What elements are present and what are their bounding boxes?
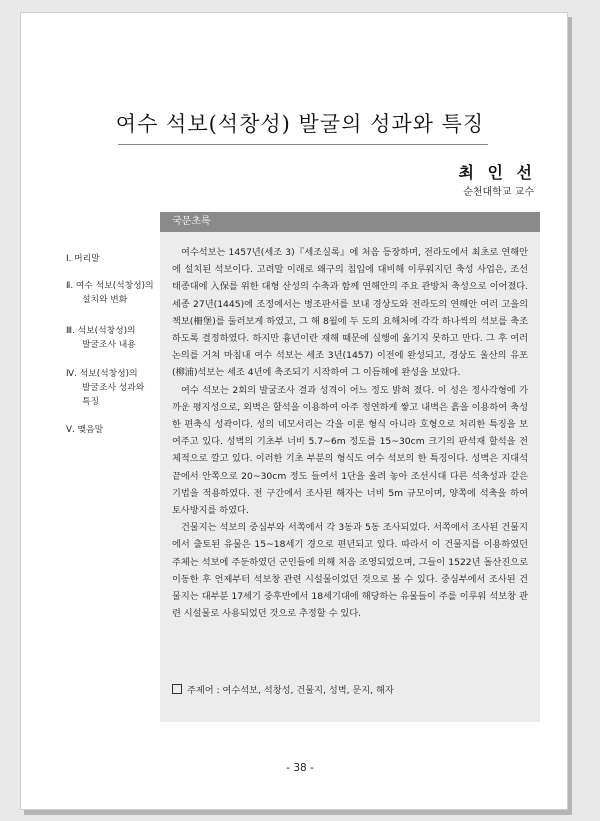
abstract-box bbox=[160, 212, 540, 722]
toc-item-label: 발굴조사 내용 bbox=[82, 340, 136, 350]
toc-item-4[interactable] bbox=[66, 367, 156, 409]
abstract-paragraph: 여수석보는 1457년(세조 3)『세조실록』에 처음 등장하며, 전라도에서 최초로 연해안에 설치된 석보이다. 고려말 이래로 왜구의 침입에 대비해 이루워지던 축성 사업은, 조선 태종대에 入保를 위한 대형 산성의 수축과 함께 연해안의 주요 관방처 축성으로 이어졌다. 세종 27년(1445)에 조정에서는 병조판서를 보내 경상도와 전라도의 연해안 여러 고을의 책보(柵堡)를 둘러보게 하였고, 그 해 8월에 두 도의 요해처에 각각 하나씩의 석보를 축조하도록 결정하였다. 하지만 흉년이란 재해 때문에 실행에 옮기지 못하고 만다. 그 후 여러 논의를 거쳐 마침내 여수 석보는 세조 3년(1457) 이전에 완성되고, 경상도 울산의 유포(柳浦)석보는 세조 4년에 축조되기 시작하여 그 이듬해에 완성을 보았다. bbox=[172, 247, 528, 379]
toc-item-5[interactable] bbox=[66, 423, 156, 437]
toc-item-label: 발굴조사 성과와 bbox=[82, 383, 145, 393]
toc-item-label: Ⅱ. 여수 석보(석창성)의 bbox=[66, 281, 154, 291]
abstract-paragraph: 여수 석보는 2회의 발굴조사 결과 성격이 어느 정도 밝혀 졌다. 이 성은 정사각형에 가까운 평지성으로, 외벽은 할석을 이용하여 아주 정연하게 쌓고 내벽은 흙을 이용하여 축성한 편축식 성곽이다. 성의 네모서리는 각을 이룬 형식 아니라 호형으로 처리한 특징을 보여주고 있다. 성벽의 기초부 너비 5.7~6m 정도를 15~30cm 크기의 판석재 할석을 전체적으로 깔고 있다. 이러한 기초 부분의 형식도 여수 석보의 한 특징이다. 성벽은 지대석 끝에서 안쪽으로 20~30cm 정도 들여서 1단을 올려 놓아 조선시대 다른 석축성과 같은 기법을 적용하였다. 전 구간에서 조사된 해자는 너비 5m 규모이며, 양쪽에 석축을 하여 토사방지를 하였다. bbox=[172, 384, 528, 517]
page-number: - 38 - bbox=[286, 762, 314, 774]
toc-item-3[interactable] bbox=[66, 324, 156, 352]
toc-item-2[interactable] bbox=[66, 279, 156, 307]
toc-item-label: Ⅳ. 석보(석창성)의 bbox=[66, 369, 138, 379]
author-name: 최 인 선 bbox=[458, 163, 536, 182]
table-of-contents bbox=[66, 252, 156, 450]
toc-item-label: Ⅴ. 맺음말 bbox=[66, 425, 104, 435]
page-title: 여수 석보(석창성) 발굴의 성과와 특징 bbox=[115, 112, 485, 136]
toc-item-label: Ⅲ. 석보(석창성)의 bbox=[66, 326, 136, 336]
toc-item-label: 설치와 변화 bbox=[82, 295, 128, 305]
toc-item-label: 특징 bbox=[82, 397, 99, 407]
toc-item-label: Ⅰ. 머리말 bbox=[66, 254, 100, 264]
keywords bbox=[172, 682, 394, 696]
checkbox-square-icon bbox=[172, 684, 182, 694]
abstract-paragraph: 건물지는 석보의 중심부와 서쪽에서 각 3동과 5동 조사되었다. 서쪽에서 조사된 건물지에서 출토된 유물은 15~18세기 경으로 편년되고 있다. 따라서 이 건물지를 이용하였던 주체는 석보에 주둔하였던 군인들에 의해 처음 조영되었으며, 그들이 1522년 돌산진으로 이동한 후 언제부터 석보창 관련 시설물이었던 것으로 볼 수 있다. 중심부에서 조사된 건물지는 대부분 17세기 중후반에서 18세기대에 해당하는 유물들이 주를 이루워 석보창 관련 시설물로 사용되었던 것으로 추정할 수 있다. bbox=[172, 522, 528, 620]
abstract-body bbox=[160, 232, 540, 622]
abstract-heading: 국문초록 bbox=[160, 212, 540, 232]
author-affiliation: 순천대학교 교수 bbox=[463, 187, 534, 198]
toc-item-1[interactable] bbox=[66, 252, 156, 266]
keywords-text: 주제어 : 여수석보, 석창성, 건물지, 성벽, 문지, 해자 bbox=[187, 685, 394, 696]
title-divider bbox=[118, 144, 488, 145]
